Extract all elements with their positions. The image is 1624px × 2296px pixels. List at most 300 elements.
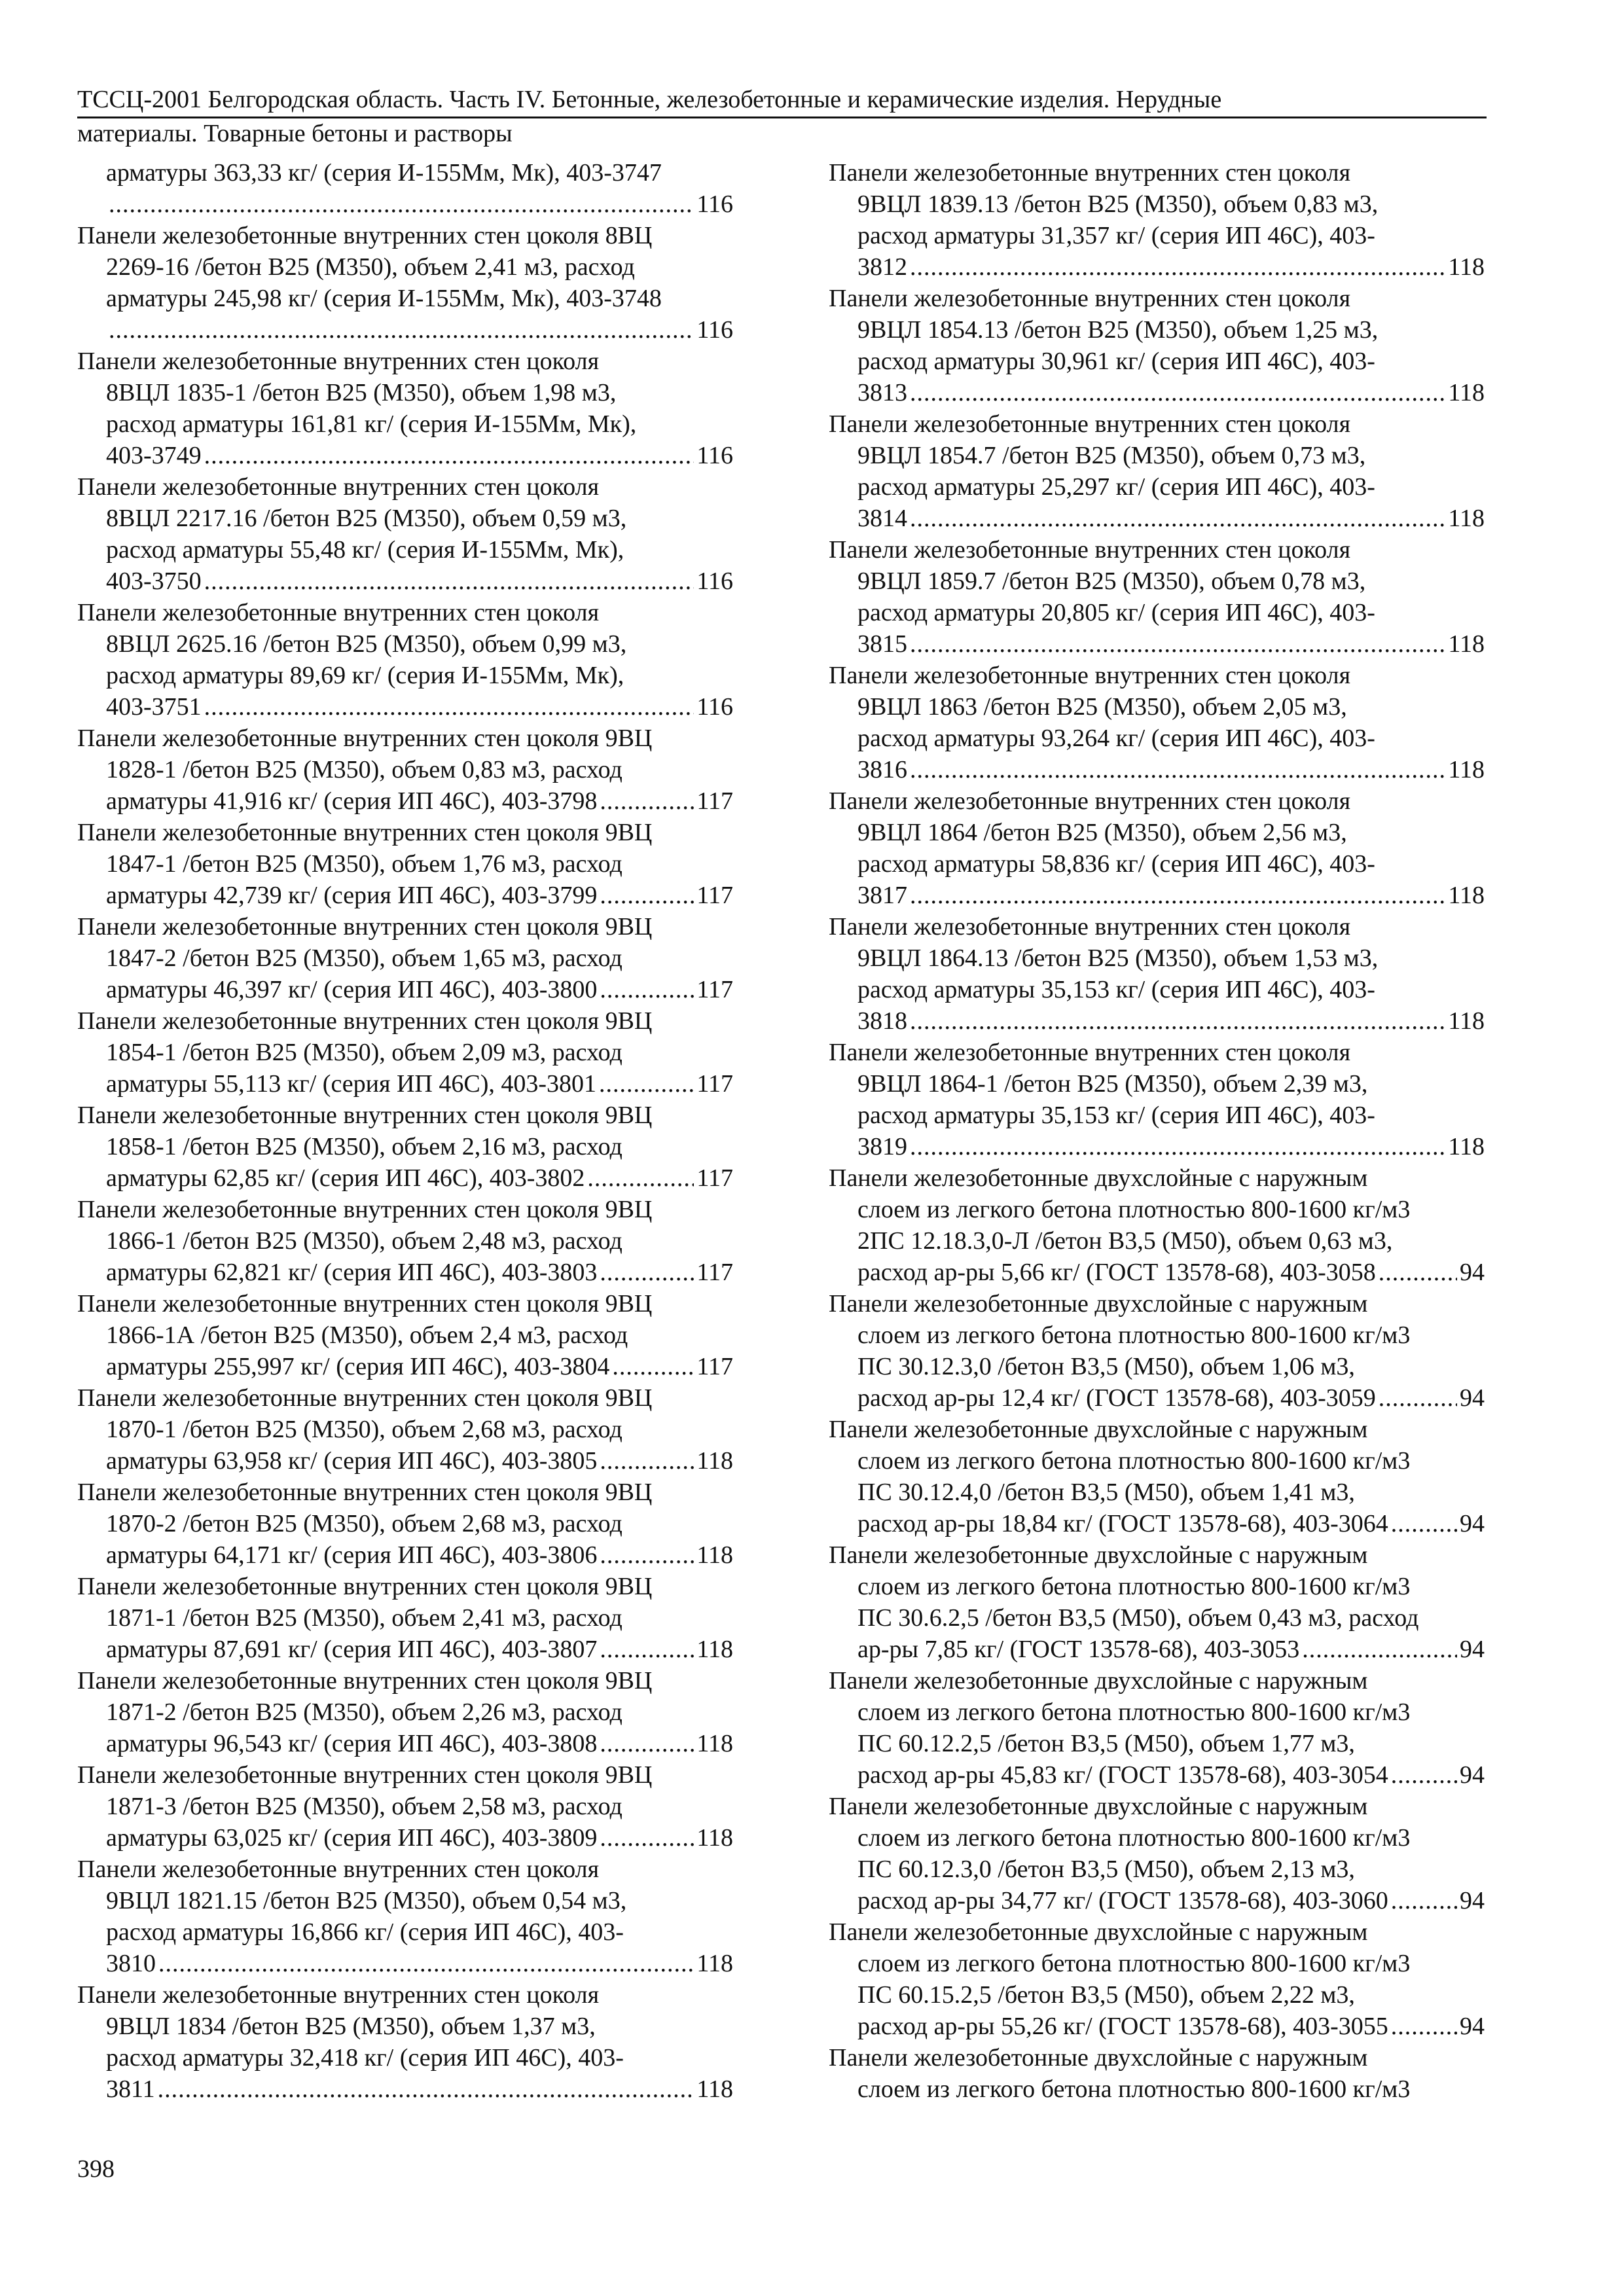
index-entry-line — [829, 1162, 1485, 1194]
index-entry-text: Панели железобетонные внутренних стен цоколя — [829, 787, 1351, 815]
dot-leader — [1391, 1885, 1457, 1916]
index-entry-line — [77, 754, 733, 785]
index-entry-text: 3814 — [857, 505, 907, 532]
index-entry-text: Панели железобетонные внутренних стен цоколя — [829, 1039, 1351, 1066]
index-entry-line — [829, 251, 1485, 283]
index-entry-text: ПС 60.12.3,0 /бетон В3,5 (М50), объем 2,13 м3, — [857, 1856, 1355, 1883]
index-entry-text: 8ВЦЛ 1835-1 /бетон В25 (М350), объем 1,98 м3, — [106, 379, 617, 406]
index-entry-text: арматуры 63,958 кг/ (серия ИП 46С), 403-3805 — [106, 1447, 598, 1475]
index-page-ref: 118 — [1448, 253, 1485, 281]
index-entry-line — [77, 1948, 733, 1979]
index-entry-text: ПС 30.12.3,0 /бетон В3,5 (М50), объем 1,06 м3, — [857, 1353, 1355, 1380]
dot-leader — [600, 785, 694, 817]
index-page-ref: 117 — [696, 1353, 733, 1380]
index-entry — [77, 346, 733, 471]
index-entry-text: расход ар-ры 18,84 кг/ (ГОСТ 13578-68), 403-3064 — [857, 1510, 1388, 1537]
index-entry-line — [77, 628, 733, 660]
index-entry-text: 3817 — [857, 882, 907, 909]
index-entry-text: Панели железобетонные внутренних стен цоколя 9ВЦ — [77, 819, 653, 846]
index-entry-line — [829, 1634, 1485, 1665]
index-entry-text: ПС 30.12.4,0 /бетон В3,5 (М50), объем 1,41 м3, — [857, 1479, 1355, 1506]
dot-leader — [910, 628, 1445, 660]
index-entry — [829, 1037, 1485, 1162]
index-page-ref: 118 — [696, 1447, 733, 1475]
index-entry-line — [77, 597, 733, 628]
index-entry — [829, 1665, 1485, 1791]
index-entry-text: арматуры 62,85 кг/ (серия ИП 46С), 403-3802 — [106, 1164, 585, 1192]
index-entry — [829, 1414, 1485, 1539]
index-entry-text: Панели железобетонные внутренних стен цоколя — [829, 913, 1351, 941]
index-entry-line — [77, 1885, 733, 1916]
index-entry-line — [77, 1539, 733, 1571]
index-entry-text: расход арматуры 55,48 кг/ (серия И-155Мм, Мк), — [106, 536, 624, 564]
index-entry — [77, 1288, 733, 1382]
dot-leader — [109, 188, 694, 220]
index-entry-line — [829, 1131, 1485, 1162]
dot-leader — [204, 691, 695, 723]
dot-leader — [600, 1257, 694, 1288]
index-entry-line — [77, 1319, 733, 1351]
index-entry-text: арматуры 42,739 кг/ (серия ИП 46С), 403-3799 — [106, 882, 598, 909]
index-page-ref: 117 — [696, 976, 733, 1003]
index-entry — [829, 785, 1485, 911]
index-entry — [77, 1005, 733, 1100]
index-page-ref: 118 — [1448, 1133, 1485, 1160]
index-page-ref: 116 — [696, 442, 733, 469]
dot-leader — [600, 880, 694, 911]
index-entry — [829, 157, 1485, 283]
index-entry-text: Панели железобетонные двухслойные с наружным — [829, 1541, 1368, 1569]
index-entry-line — [77, 1508, 733, 1539]
index-entry-text: слоем из легкого бетона плотностью 800-1600 кг/м3 — [857, 1698, 1411, 1726]
index-entry-text: 9ВЦЛ 1864-1 /бетон В25 (М350), объем 2,39 м3, — [857, 1070, 1368, 1098]
index-entry-text: Панели железобетонные внутренних стен цоколя 9ВЦ — [77, 1479, 653, 1506]
index-entry-text: расход арматуры 58,836 кг/ (серия ИП 46С), 403- — [857, 850, 1375, 878]
index-entry-text: Панели железобетонные внутренних стен цоколя — [77, 473, 600, 501]
index-entry-text: расход ар-ры 5,66 кг/ (ГОСТ 13578-68), 403-3058 — [857, 1259, 1376, 1286]
index-page-ref: 117 — [696, 787, 733, 815]
index-entry-line — [77, 911, 733, 942]
index-entry-text: арматуры 96,543 кг/ (серия ИП 46С), 403-3808 — [106, 1730, 598, 1757]
index-page-ref: 118 — [1448, 882, 1485, 909]
index-entry-line — [829, 880, 1485, 911]
index-entry-text: 1847-2 /бетон В25 (М350), объем 1,65 м3, расход — [106, 944, 623, 972]
index-entry-text: расход ар-ры 55,26 кг/ (ГОСТ 13578-68), 403-3055 — [857, 2013, 1388, 2040]
index-entry-line — [829, 974, 1485, 1005]
index-entry — [829, 1162, 1485, 1288]
index-column-left — [77, 157, 733, 2105]
index-entry-text: 3815 — [857, 630, 907, 658]
index-entry-line — [77, 1791, 733, 1822]
index-entry-text: 1828-1 /бетон В25 (М350), объем 0,83 м3, расход — [106, 756, 623, 783]
index-entry-line — [829, 471, 1485, 503]
index-entry-text: Панели железобетонные двухслойные с наружным — [829, 1416, 1368, 1443]
index-entry-line — [77, 440, 733, 471]
dot-leader — [910, 377, 1445, 408]
index-entry — [829, 660, 1485, 785]
index-entry-text: арматуры 363,33 кг/ (серия И-155Мм, Мк), 403-3747 — [106, 159, 662, 187]
index-page-ref: 94 — [1460, 1259, 1485, 1286]
index-entry-text: Панели железобетонные внутренних стен цоколя 8ВЦ — [77, 222, 653, 249]
index-page-ref: 94 — [1460, 1510, 1485, 1537]
index-entry-text: ар-ры 7,85 кг/ (ГОСТ 13578-68), 403-3053 — [857, 1636, 1300, 1663]
index-entry-line — [77, 1288, 733, 1319]
index-entry-text: 1871-1 /бетон В25 (М350), объем 2,41 м3, расход — [106, 1604, 623, 1632]
dot-leader — [1302, 1634, 1457, 1665]
index-entry-line — [77, 2042, 733, 2073]
index-entry-text: 9ВЦЛ 1854.13 /бетон В25 (М350), объем 1,25 м3, — [857, 316, 1379, 344]
index-entry-line — [829, 785, 1485, 817]
index-entry-line — [77, 1916, 733, 1948]
dot-leader — [1391, 1508, 1457, 1539]
dot-leader — [1391, 2011, 1457, 2042]
index-entry-text: 9ВЦЛ 1859.7 /бетон В25 (М350), объем 0,78 м3, — [857, 567, 1366, 595]
index-entry — [77, 1571, 733, 1665]
index-entry-line — [829, 911, 1485, 942]
index-entry-line — [77, 880, 733, 911]
index-entry-text: Панели железобетонные внутренних стен цоколя — [77, 1981, 600, 2009]
index-entry-line — [829, 1445, 1485, 1477]
index-entry-text: ПС 30.6.2,5 /бетон В3,5 (М50), объем 0,43 м3, расход — [857, 1604, 1419, 1632]
index-entry-line — [77, 942, 733, 974]
page-number: 398 — [77, 2155, 115, 2183]
index-entry-line — [77, 1225, 733, 1257]
index-entry-line — [829, 754, 1485, 785]
index-entry-text: арматуры 64,171 кг/ (серия ИП 46С), 403-3806 — [106, 1541, 598, 1569]
index-entry-line — [829, 848, 1485, 880]
index-entry-line — [829, 565, 1485, 597]
index-page-ref: 118 — [696, 1541, 733, 1569]
index-entry-line — [77, 346, 733, 377]
index-entry-line — [829, 1602, 1485, 1634]
index-entry-line — [829, 220, 1485, 251]
index-entry-line — [829, 1822, 1485, 1854]
index-entry-line — [77, 157, 733, 188]
index-entry-line — [829, 188, 1485, 220]
index-entry-line — [77, 1445, 733, 1477]
index-entry-text: Панели железобетонные внутренних стен цоколя — [829, 662, 1351, 689]
index-entry-text: Панели железобетонные внутренних стен цоколя — [77, 1856, 600, 1883]
index-entry-text: Панели железобетонные внутренних стен цоколя — [829, 285, 1351, 312]
index-page-ref: 94 — [1460, 1384, 1485, 1412]
index-entry-line — [77, 1571, 733, 1602]
index-entry — [77, 1477, 733, 1571]
index-entry-line — [829, 723, 1485, 754]
index-entry-line — [829, 1037, 1485, 1068]
index-entry-text: 3810 — [106, 1950, 156, 1977]
dot-leader — [600, 1445, 694, 1477]
index-entry — [77, 723, 733, 817]
index-entry-line — [77, 1979, 733, 2011]
index-entry-line — [77, 377, 733, 408]
index-entry-line — [829, 597, 1485, 628]
index-entry-line — [77, 2073, 733, 2105]
index-entry-line — [829, 440, 1485, 471]
index-entry — [829, 1916, 1485, 2042]
index-entry — [77, 1665, 733, 1759]
dot-leader — [1391, 1759, 1457, 1791]
index-entry-line — [77, 1665, 733, 1696]
index-entry-line — [77, 1351, 733, 1382]
index-entry-line — [77, 1194, 733, 1225]
dot-leader — [910, 880, 1445, 911]
index-page-ref: 118 — [696, 1636, 733, 1663]
index-entry-text: Панели железобетонные внутренних стен цоколя — [829, 536, 1351, 564]
index-entry-line — [829, 817, 1485, 848]
dot-leader — [1379, 1257, 1457, 1288]
index-entry-line — [77, 974, 733, 1005]
index-page-ref: 118 — [696, 2075, 733, 2103]
index-page-ref: 117 — [696, 882, 733, 909]
index-entry — [829, 1791, 1485, 1916]
index-entry-line — [829, 1225, 1485, 1257]
index-entry-text: расход ар-ры 34,77 кг/ (ГОСТ 13578-68), 403-3060 — [857, 1887, 1388, 1914]
index-entry — [77, 597, 733, 723]
index-entry-text: Панели железобетонные внутренних стен цоколя — [829, 410, 1351, 438]
index-entry-line — [77, 660, 733, 691]
index-entry-text: расход арматуры 35,153 кг/ (серия ИП 46С), 403- — [857, 976, 1375, 1003]
index-entry-line — [77, 1728, 733, 1759]
index-entry-line — [77, 691, 733, 723]
index-entry-line — [77, 1759, 733, 1791]
dot-leader — [158, 2073, 695, 2105]
index-entry-line — [77, 503, 733, 534]
index-column-right — [829, 157, 1485, 2105]
index-entry-line — [829, 1696, 1485, 1728]
index-entry-line — [829, 1477, 1485, 1508]
index-entry-line — [77, 251, 733, 283]
index-entry-text: Панели железобетонные внутренних стен цоколя 9ВЦ — [77, 1290, 653, 1318]
index-entry-text: расход арматуры 161,81 кг/ (серия И-155Мм, Мк), — [106, 410, 637, 438]
index-page-ref: 94 — [1460, 1761, 1485, 1789]
index-page-ref: 116 — [696, 693, 733, 721]
index-page-ref: 117 — [696, 1259, 733, 1286]
index-entry-text: 8ВЦЛ 2217.16 /бетон В25 (М350), объем 0,59 м3, — [106, 505, 627, 532]
index-entry-text: расход ар-ры 12,4 кг/ (ГОСТ 13578-68), 403-3059 — [857, 1384, 1376, 1412]
index-entry-text: ПС 60.15.2,5 /бетон В3,5 (М50), объем 2,22 м3, — [857, 1981, 1355, 2009]
index-entry-text: Панели железобетонные внутренних стен цоколя 9ВЦ — [77, 1761, 653, 1789]
dot-leader — [109, 314, 694, 346]
index-entry-line — [829, 1539, 1485, 1571]
index-entry-line — [77, 1005, 733, 1037]
index-entry-text: 1870-1 /бетон В25 (М350), объем 2,68 м3, расход — [106, 1416, 623, 1443]
index-entry-line — [829, 377, 1485, 408]
index-entry-line — [829, 1194, 1485, 1225]
index-entry-text: расход арматуры 93,264 кг/ (серия ИП 46С), 403- — [857, 725, 1375, 752]
index-page-ref: 118 — [1448, 756, 1485, 783]
index-entry-text: 9ВЦЛ 1864.13 /бетон В25 (М350), объем 1,53 м3, — [857, 944, 1379, 972]
dot-leader — [600, 1728, 694, 1759]
index-entry-line — [77, 1414, 733, 1445]
index-entry-line — [829, 2042, 1485, 2073]
index-entry-line — [829, 1948, 1485, 1979]
index-entry-text: Панели железобетонные внутренних стен цоколя 9ВЦ — [77, 1102, 653, 1129]
index-entry — [829, 911, 1485, 1037]
index-entry-text: 3813 — [857, 379, 907, 406]
index-entry-line — [77, 1602, 733, 1634]
index-entry-line — [77, 785, 733, 817]
index-entry-text: арматуры 55,113 кг/ (серия ИП 46С), 403-3801 — [106, 1070, 596, 1098]
index-entry-text: слоем из легкого бетона плотностью 800-1600 кг/м3 — [857, 1196, 1411, 1223]
index-entry-line — [829, 1508, 1485, 1539]
index-entry-text: 403-3750 — [106, 567, 202, 595]
index-entry-line — [77, 1068, 733, 1100]
index-entry-line — [829, 1257, 1485, 1288]
index-entry-text: арматуры 63,025 кг/ (серия ИП 46С), 403-3809 — [106, 1824, 598, 1852]
index-page-ref: 118 — [1448, 1007, 1485, 1035]
index-entry — [829, 2042, 1485, 2105]
index-entry-line — [77, 1382, 733, 1414]
index-entry-text: Панели железобетонные внутренних стен цоколя 9ВЦ — [77, 1007, 653, 1035]
dot-leader — [158, 1948, 694, 1979]
dot-leader — [910, 503, 1445, 534]
index-entry-text: ПС 60.12.2,5 /бетон В3,5 (М50), объем 1,77 м3, — [857, 1730, 1355, 1757]
index-entry-text: слоем из легкого бетона плотностью 800-1600 кг/м3 — [857, 1321, 1411, 1349]
index-entry — [77, 1382, 733, 1477]
index-entry-line — [829, 2011, 1485, 2042]
index-entry-line — [829, 691, 1485, 723]
index-page-ref: 116 — [696, 567, 733, 595]
index-entry-text: слоем из легкого бетона плотностью 800-1600 кг/м3 — [857, 1950, 1411, 1977]
index-entry-text: 1866-1 /бетон В25 (М350), объем 2,48 м3, расход — [106, 1227, 623, 1255]
index-entry-text: расход ар-ры 45,83 кг/ (ГОСТ 13578-68), 403-3054 — [857, 1761, 1388, 1789]
index-entry-text: 1866-1А /бетон В25 (М350), объем 2,4 м3, расход — [106, 1321, 628, 1349]
index-entry-line — [829, 283, 1485, 314]
index-page-ref: 117 — [696, 1164, 733, 1192]
dot-leader — [600, 1822, 694, 1854]
index-entry-line — [77, 220, 733, 251]
dot-leader — [600, 974, 694, 1005]
index-page-ref: 116 — [696, 316, 733, 344]
index-entry-text: Панели железобетонные двухслойные с наружным — [829, 1918, 1368, 1946]
index-entry-line — [77, 1696, 733, 1728]
index-entry-line — [77, 1257, 733, 1288]
dot-leader — [910, 754, 1445, 785]
index-entry-line — [829, 660, 1485, 691]
index-entry-text: слоем из легкого бетона плотностью 800-1600 кг/м3 — [857, 2075, 1411, 2103]
index-entry-text: 2269-16 /бетон В25 (М350), объем 2,41 м3, расход — [106, 253, 635, 281]
index-entry-text: 9ВЦЛ 1821.15 /бетон В25 (М350), объем 0,54 м3, — [106, 1887, 627, 1914]
index-entry-text: Панели железобетонные двухслойные с наружным — [829, 2044, 1368, 2072]
index-entry-line — [77, 314, 733, 346]
dot-leader — [204, 565, 695, 597]
index-entry-line — [829, 1885, 1485, 1916]
index-page-ref: 94 — [1460, 1636, 1485, 1663]
index-entry-text: арматуры 46,397 кг/ (серия ИП 46С), 403-3800 — [106, 976, 598, 1003]
index-entry — [829, 283, 1485, 408]
index-entry-text: 3811 — [106, 2075, 155, 2103]
index-entry-text: 1854-1 /бетон В25 (М350), объем 2,09 м3, расход — [106, 1039, 623, 1066]
dot-leader — [204, 440, 695, 471]
index-entry-text: 1870-2 /бетон В25 (М350), объем 2,68 м3, расход — [106, 1510, 623, 1537]
dot-leader — [587, 1162, 694, 1194]
index-entry-line — [829, 1288, 1485, 1319]
index-page-ref: 116 — [696, 190, 733, 218]
index-entry-line — [829, 1759, 1485, 1791]
dot-leader — [599, 1068, 694, 1100]
index-entry-line — [77, 1100, 733, 1131]
index-entry-text: Панели железобетонные внутренних стен цоколя 9ВЦ — [77, 1573, 653, 1600]
index-entry-line — [829, 1068, 1485, 1100]
index-entry-text: Панели железобетонные двухслойные с наружным — [829, 1290, 1368, 1318]
index-entry-text: расход арматуры 30,961 кг/ (серия ИП 46С), 403- — [857, 348, 1375, 375]
index-entry-line — [829, 408, 1485, 440]
index-entry-text: 3818 — [857, 1007, 907, 1035]
index-entry-text: расход арматуры 31,357 кг/ (серия ИП 46С), 403- — [857, 222, 1375, 249]
index-entry — [829, 408, 1485, 534]
running-header — [77, 84, 1487, 118]
index-entry-text: Панели железобетонные внутренних стен цоколя — [829, 159, 1351, 187]
dot-leader — [910, 1131, 1445, 1162]
index-page-ref: 118 — [696, 1824, 733, 1852]
dot-leader — [910, 1005, 1445, 1037]
index-entry-text: Панели железобетонные внутренних стен цоколя 9ВЦ — [77, 1667, 653, 1695]
index-entry-text: расход арматуры 16,866 кг/ (серия ИП 46С), 403- — [106, 1918, 624, 1946]
index-entry-text: Панели железобетонные внутренних стен цоколя 9ВЦ — [77, 725, 653, 752]
dot-leader — [612, 1351, 694, 1382]
index-entry-line — [77, 1854, 733, 1885]
index-entry-line — [77, 1037, 733, 1068]
index-entry — [77, 1194, 733, 1288]
index-entry-text: слоем из легкого бетона плотностью 800-1600 кг/м3 — [857, 1447, 1411, 1475]
index-page-ref: 118 — [1448, 379, 1485, 406]
index-entry-line — [829, 503, 1485, 534]
index-entry-line — [77, 2011, 733, 2042]
index-entry-line — [829, 628, 1485, 660]
header-title-line1: ТССЦ-2001 Белгородская область. Часть IV. Бетонные, железобетонные и керамические изделия. Нерудные — [77, 86, 1222, 113]
index-entry-text: арматуры 87,691 кг/ (серия ИП 46С), 403-3807 — [106, 1636, 598, 1663]
index-page-ref: 118 — [1448, 630, 1485, 658]
index-entry-line — [829, 1319, 1485, 1351]
index-page-ref: 118 — [1448, 505, 1485, 532]
index-entry — [77, 157, 733, 220]
index-entry — [77, 220, 733, 346]
index-entry-text: 3812 — [857, 253, 907, 281]
index-entry-text: 2ПС 12.18.3,0-Л /бетон В3,5 (М50), объем 0,63 м3, — [857, 1227, 1393, 1255]
index-entry-line — [77, 1477, 733, 1508]
index-entry-text: 9ВЦЛ 1863 /бетон В25 (М350), объем 2,05 м3, — [857, 693, 1347, 721]
index-entry-line — [829, 1728, 1485, 1759]
index-entry-text: 1858-1 /бетон В25 (М350), объем 2,16 м3, расход — [106, 1133, 623, 1160]
index-entry-text: арматуры 62,821 кг/ (серия ИП 46С), 403-3803 — [106, 1259, 598, 1286]
index-entry-text: Панели железобетонные внутренних стен цоколя 9ВЦ — [77, 913, 653, 941]
index-entry-line — [829, 1351, 1485, 1382]
index-entry-text: 9ВЦЛ 1839.13 /бетон В25 (М350), объем 0,83 м3, — [857, 190, 1379, 218]
index-entry-line — [829, 1854, 1485, 1885]
index-entry — [77, 1979, 733, 2105]
index-entry-line — [829, 1100, 1485, 1131]
index-entry-line — [77, 408, 733, 440]
index-entry-line — [829, 1005, 1485, 1037]
index-entry-text: Панели железобетонные внутренних стен цоколя — [77, 348, 600, 375]
index-entry-line — [829, 157, 1485, 188]
index-entry-line — [77, 565, 733, 597]
index-entry-line — [77, 1162, 733, 1194]
index-entry-text: Панели железобетонные внутренних стен цоколя 9ВЦ — [77, 1384, 653, 1412]
index-page-ref: 94 — [1460, 2013, 1485, 2040]
index-entry-line — [829, 1916, 1485, 1948]
index-entry-text: расход арматуры 20,805 кг/ (серия ИП 46С), 403- — [857, 599, 1375, 626]
index-entry — [77, 1100, 733, 1194]
index-entry-line — [77, 848, 733, 880]
index-entry-line — [829, 1979, 1485, 2011]
index-entry-line — [77, 1822, 733, 1854]
index-entry — [77, 1759, 733, 1854]
index-entry-text: арматуры 245,98 кг/ (серия И-155Мм, Мк), 403-3748 — [106, 285, 662, 312]
index-entry-text: 9ВЦЛ 1864 /бетон В25 (М350), объем 2,56 м3, — [857, 819, 1347, 846]
index-entry-line — [77, 1131, 733, 1162]
index-entry-text: Панели железобетонные внутренних стен цоколя — [77, 599, 600, 626]
